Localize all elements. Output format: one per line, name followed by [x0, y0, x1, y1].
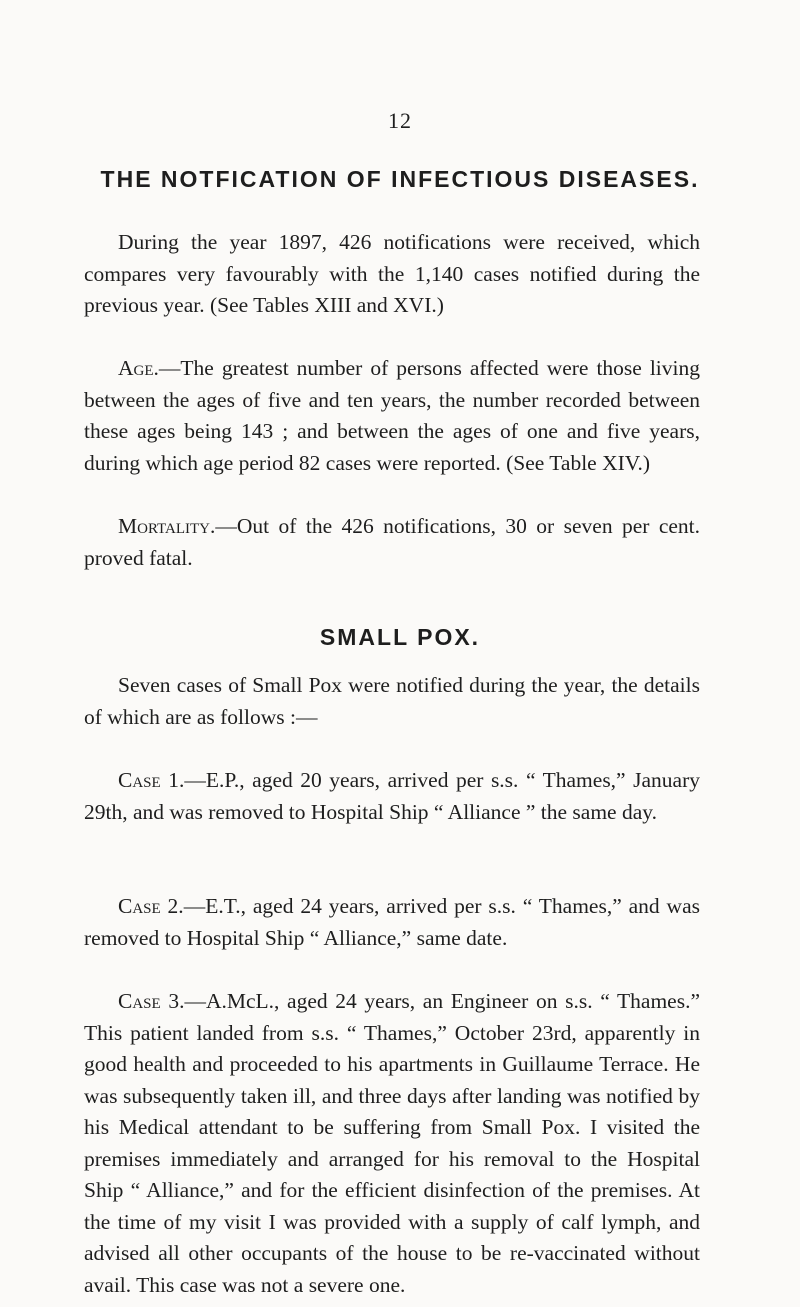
paragraph-age [84, 353, 700, 479]
paragraph-small-pox-intro: Seven cases of Small Pox were notified during the year, the details of which are as follows :— [84, 673, 700, 729]
section-heading-small-pox: SMALL POX. [319, 624, 481, 650]
paragraph-intro: During the year 1897, 426 notifications were received, which compares very favourably with the 1,140 cases notified during the previous year. (See Tables XIII and XVI.) [84, 230, 700, 317]
paragraph-case-3 [84, 986, 700, 1301]
paragraph-case-1 [84, 765, 700, 828]
mortality-label: Mortality. [118, 514, 216, 538]
paragraph-mortality [84, 511, 700, 574]
case-3-label: Case 3. [118, 989, 185, 1013]
age-label: Age. [118, 356, 159, 380]
case-1-label: Case 1. [118, 768, 185, 792]
case-3-text: —A.McL., aged 24 years, an Engineer on s.s. “ Thames.” This patient landed from s.s. “ Thames,” October 23rd, apparently in good health and proceeded to his apartments in Guillaume Terrace. He was subsequently taken ill, and three days after landing was notified by his Medical attendant to be suffering from Small Pox. I visited the premises immediately and arranged for his removal to the Hospital Ship “ Alliance,” and for the efficient disinfection of the premises. At the time of my visit I was provided with a supply of calf lymph, and advised all other occupants of the house to be re-vaccinated without avail. This case was not a severe one. [84, 989, 700, 1297]
mortality-text: —Out of the 426 notifications, 30 or seven per cent. proved fatal. [84, 514, 700, 570]
page-number: 12 [388, 108, 412, 133]
case-1-text: —E.P., aged 20 years, arrived per s.s. “ Thames,” January 29th, and was removed to Hospital Ship “ Alliance ” the same day. [84, 768, 700, 824]
case-2-text: —E.T., aged 24 years, arrived per s.s. “ Thames,” and was removed to Hospital Ship “ Alliance,” same date. [84, 894, 700, 950]
case-2-label: Case 2. [118, 894, 184, 918]
age-text: —The greatest number of persons affected were those living between the ages of five and ten years, the number recorded between these ages being 143 ; and between the ages of one and five years, during which age period 82 cases were reported. (See Table XIV.) [84, 356, 700, 475]
paragraph-case-2 [84, 891, 700, 954]
section-heading-notification: THE NOTFICATION OF INFECTIOUS DISEASES. [100, 166, 700, 192]
